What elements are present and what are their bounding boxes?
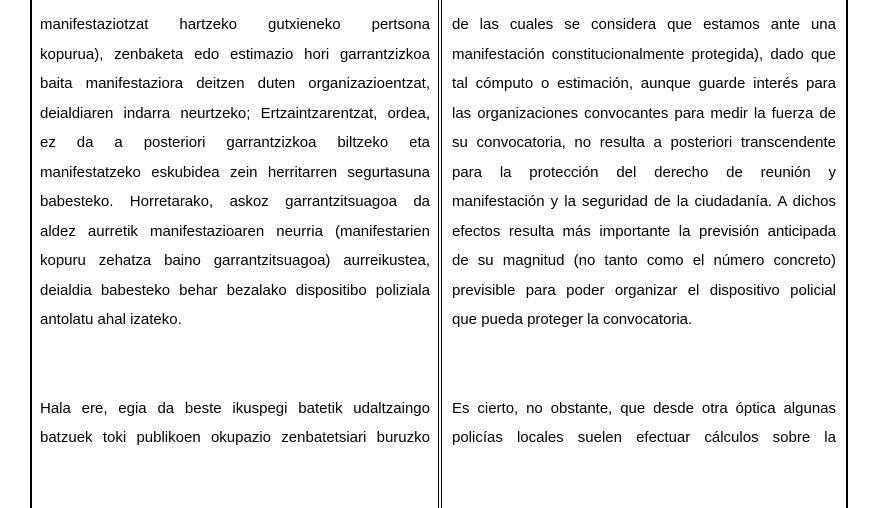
text-line: Hala ere, egia da beste ikuspegi batetik udaltzaingo <box>40 399 430 417</box>
text-line: kopuru zehatza baino garrantzitsuagoa) aurreikustea, <box>40 252 430 269</box>
text-line: las organizaciones convocantes para medir la fuerza de <box>452 104 836 122</box>
text-line: tal cómputo o estimación, aunque guarde interés para <box>452 75 836 92</box>
text-line: deialdiaren indarra neurtzeko; Ertzaintzarentzat, ordea, <box>40 104 430 122</box>
text-line: su convocatoria, no resulta a posteriori transcendente <box>452 134 836 151</box>
text-line: que pueda proteger la convocatoria. <box>452 311 693 328</box>
spanish-column <box>452 0 836 453</box>
cut-top-line <box>40 0 430 10</box>
text-line: Es cierto, no obstante, que desde otra óptica algunas <box>452 399 836 417</box>
text-line: deialdia babesteko behar bezalako dispositibo poliziala <box>40 281 430 299</box>
text-line: baita manifestaziora deitzen duten organizazioentzat, <box>40 75 430 92</box>
text-line: efectos resulta más importante la previsión anticipada <box>452 222 836 240</box>
cut-top-line <box>452 0 836 10</box>
text-line: batzuek toki publikoen okupazio zenbatetsiari buruzko <box>40 429 430 446</box>
text-line: antolatu ahal izateko. <box>40 311 182 328</box>
text-line: previsible para poder organizar el dispositivo policial <box>452 281 836 299</box>
text-line: policías locales suelen efectuar cálculos sobre la <box>452 429 836 446</box>
text-line: manifestatzeko eskubidea zein herritarren segurtasuna <box>40 163 430 181</box>
text-line: manifestación constitucionalmente protegida), dado que <box>452 45 836 63</box>
paragraph-gap <box>40 335 430 394</box>
bilingual-table <box>30 0 848 508</box>
text-line: kopurua), zenbaketa edo estimazio hori garrantzizkoa <box>40 45 430 63</box>
text-line: ez da a posteriori garrantzizkoa biltzeko eta <box>40 134 430 151</box>
text-line: aldez aurretik manifestazioaren neurria (manifestarien <box>40 222 430 240</box>
text-line: manifestación y la seguridad de la ciudadanía. A dichos <box>452 193 836 210</box>
text-line: de su magnitud (no tanto como el número concreto) <box>452 252 836 269</box>
text-line: de las cuales se considera que estamos ante una <box>452 16 836 33</box>
text-line: babesteko. Horretarako, askoz garrantzitsuagoa da <box>40 193 430 210</box>
text-line: manifestaziotzat hartzeko gutxieneko pertsona <box>40 16 430 33</box>
basque-column <box>40 0 430 453</box>
text-line: para la protección del derecho de reunión y <box>452 163 836 181</box>
column-divider <box>438 0 442 508</box>
paragraph-gap <box>452 335 836 394</box>
